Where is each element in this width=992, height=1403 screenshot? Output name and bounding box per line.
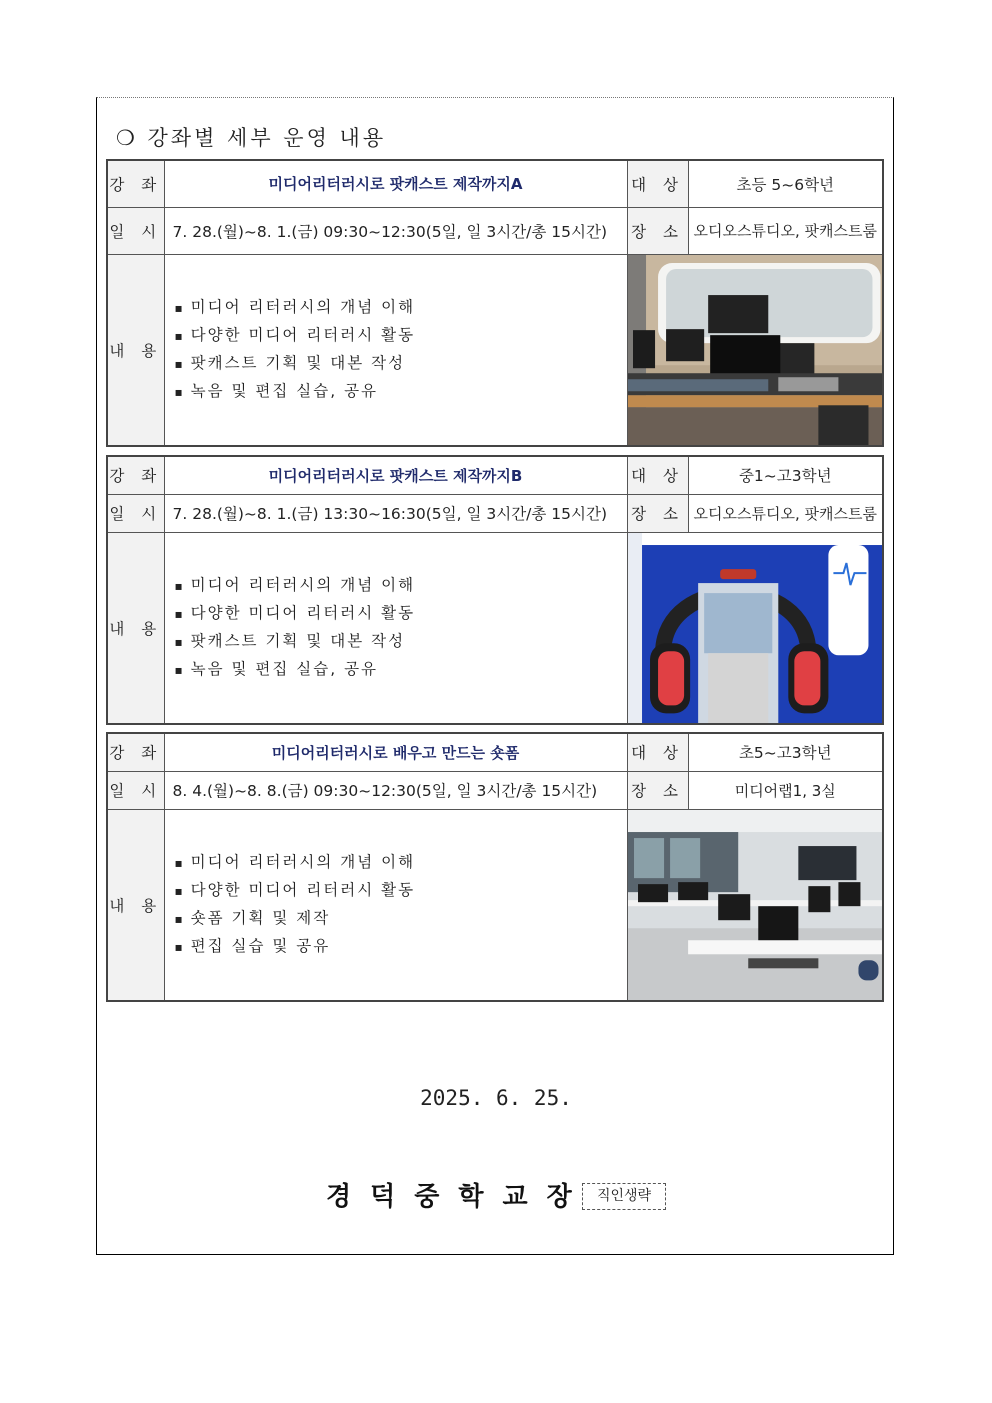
content-item: ▪ 미디어 리터러시의 개념 이해 [175, 294, 627, 322]
document-date: 2025. 6. 25. [420, 1086, 572, 1110]
content-label: 내 용 [107, 532, 164, 724]
schedule-label: 일 시 [107, 207, 164, 254]
course-target: 중1~고3학년 [688, 456, 883, 494]
course-label: 강 좌 [107, 733, 164, 771]
course-place: 오디오스튜디오, 팟캐스트룸 [688, 207, 883, 254]
course-content [164, 809, 627, 1001]
content-item: ▪ 미디어 리터러시의 개념 이해 [175, 849, 627, 877]
content-item: ▪ 편집 실습 및 공유 [175, 933, 627, 961]
place-label: 장 소 [627, 207, 688, 254]
content-item: ▪ 숏폼 기획 및 제작 [175, 905, 627, 933]
course-table-2 [106, 455, 884, 725]
content-item: ▪ 다양한 미디어 리터러시 활동 [175, 877, 627, 905]
signer-name: 경덕중학교장 [326, 1182, 591, 1212]
audio-studio-photo [627, 254, 883, 446]
course-schedule: 7. 28.(월)~8. 1.(금) 13:30~16:30(5일, 일 3시간/총 15시간) [164, 494, 627, 532]
place-label: 장 소 [627, 771, 688, 809]
course-target: 초등 5~6학년 [688, 160, 883, 207]
section-title: ❍ 강좌별 세부 운영 내용 [116, 126, 387, 150]
target-label: 대 상 [627, 456, 688, 494]
content-item: ▪ 다양한 미디어 리터러시 활동 [175, 322, 627, 350]
course-schedule: 8. 4.(월)~8. 8.(금) 09:30~12:30(5일, 일 3시간/총 15시간) [164, 771, 627, 809]
content-item: ▪ 녹음 및 편집 실습, 공유 [175, 378, 627, 406]
seal-omitted-box: 직인생략 [582, 1183, 666, 1210]
course-table-1 [106, 159, 884, 447]
content-item: ▪ 미디어 리터러시의 개념 이해 [175, 572, 627, 600]
course-content [164, 254, 627, 446]
course-title: 미디어리터러시로 배우고 만드는 숏폼 [164, 733, 627, 771]
content-label: 내 용 [107, 254, 164, 446]
schedule-label: 일 시 [107, 494, 164, 532]
target-label: 대 상 [627, 160, 688, 207]
course-target: 초5~고3학년 [688, 733, 883, 771]
content-item: ▪ 녹음 및 편집 실습, 공유 [175, 656, 627, 684]
course-label: 강 좌 [107, 456, 164, 494]
course-place: 오디오스튜디오, 팟캐스트룸 [688, 494, 883, 532]
place-label: 장 소 [627, 494, 688, 532]
course-content [164, 532, 627, 724]
media-lab-photo [627, 809, 883, 1001]
course-table-3 [106, 732, 884, 1002]
content-item: ▪ 팟캐스트 기획 및 대본 작성 [175, 350, 627, 378]
schedule-label: 일 시 [107, 771, 164, 809]
course-label: 강 좌 [107, 160, 164, 207]
target-label: 대 상 [627, 733, 688, 771]
content-item: ▪ 팟캐스트 기획 및 대본 작성 [175, 628, 627, 656]
content-label: 내 용 [107, 809, 164, 1001]
course-schedule: 7. 28.(월)~8. 1.(금) 09:30~12:30(5일, 일 3시간/총 15시간) [164, 207, 627, 254]
course-title: 미디어리터러시로 팟캐스트 제작까지A [164, 160, 627, 207]
course-title: 미디어리터러시로 팟캐스트 제작까지B [164, 456, 627, 494]
podcast-room-photo [627, 532, 883, 724]
content-item: ▪ 다양한 미디어 리터러시 활동 [175, 600, 627, 628]
course-place: 미디어랩1, 3실 [688, 771, 883, 809]
